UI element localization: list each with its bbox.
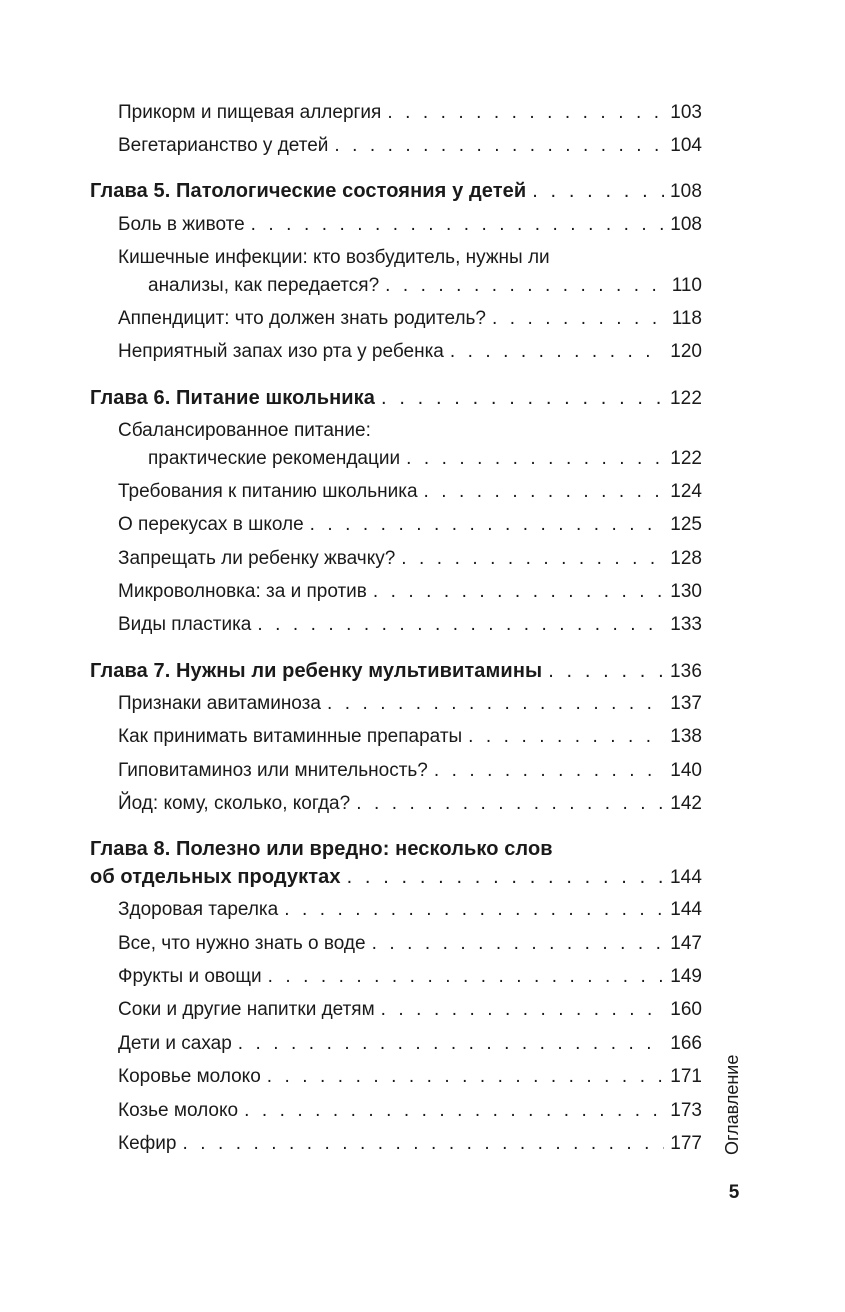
toc-chapter-title-line1: Глава 8. Полезно или вредно: несколько слов (90, 838, 553, 860)
toc-chapter-title: Глава 6. Питание школьника (90, 387, 376, 409)
toc-entry-page: 124 (670, 481, 702, 502)
toc-entry[interactable] (90, 246, 702, 306)
toc-entry[interactable] (90, 480, 702, 510)
toc-entry-title: Аппендицит: что должен знать родитель? (118, 308, 486, 329)
leader-dots (406, 447, 664, 471)
toc-entry-page: 177 (670, 1133, 702, 1154)
toc-entry-page: 120 (670, 341, 702, 362)
toc-entry-title: Вегетарианство у детей (118, 135, 329, 156)
toc-chapter-title: Глава 7. Нужны ли ребенку мультивитамины (90, 660, 543, 682)
toc-entry[interactable] (90, 1032, 702, 1062)
toc-entry-page: 173 (670, 1100, 702, 1121)
toc-entry-title: Здоровая тарелка (118, 899, 279, 920)
leader-dots (548, 659, 664, 683)
toc-entry[interactable] (90, 1065, 702, 1095)
toc-chapter[interactable] (90, 659, 702, 689)
leader-dots (334, 134, 664, 158)
leader-dots (238, 1032, 665, 1056)
toc-chapter-title-line2: об отдельных продуктах (90, 866, 341, 888)
running-header-vertical: Оглавление (722, 1054, 742, 1155)
leader-dots (385, 274, 666, 298)
toc-entry-title-line2: практические рекомендации (148, 448, 401, 469)
leader-dots (434, 759, 664, 783)
toc-entry[interactable] (90, 725, 702, 755)
leader-dots (381, 998, 665, 1022)
toc-entry[interactable] (90, 613, 702, 643)
leader-dots (387, 101, 664, 125)
toc-entry-title: Как принимать витаминные препараты (118, 726, 463, 747)
toc-entry[interactable] (90, 1132, 702, 1162)
toc-entry[interactable] (90, 513, 702, 543)
toc-entry-title: Фрукты и овощи (118, 966, 262, 987)
page-number: 5 (728, 1182, 740, 1203)
leader-dots (450, 340, 664, 364)
leader-dots (372, 932, 665, 956)
leader-dots (310, 513, 665, 537)
toc-entry-page: 122 (670, 448, 702, 469)
toc-entry[interactable] (90, 547, 702, 577)
toc-entry-title: О перекусах в школе (118, 514, 304, 535)
leader-dots (244, 1099, 664, 1123)
leader-dots (327, 692, 664, 716)
toc-entry[interactable] (90, 965, 702, 995)
toc-entry[interactable] (90, 998, 702, 1028)
toc-entry-title: Боль в животе (118, 214, 245, 235)
toc-entry-title: Коровье молоко (118, 1066, 261, 1087)
toc-chapter-page: 136 (669, 661, 702, 682)
toc-entry[interactable] (90, 213, 702, 243)
toc-entry-page: 104 (670, 135, 702, 156)
leader-dots (182, 1132, 664, 1156)
toc-entry-title: Соки и другие напитки детям (118, 999, 375, 1020)
leader-dots (424, 480, 665, 504)
toc-entry-page: 147 (670, 933, 702, 954)
toc-entry-title: Гиповитаминоз или мнительность? (118, 760, 428, 781)
toc-entry[interactable] (90, 792, 702, 822)
toc-entry-title: Прикорм и пищевая аллергия (118, 102, 382, 123)
toc-chapter[interactable] (90, 179, 702, 209)
toc-entry-page: 144 (670, 899, 702, 920)
toc-entry-page: 128 (670, 548, 702, 569)
leader-dots (347, 865, 664, 889)
leader-dots (468, 725, 664, 749)
leader-dots (401, 547, 664, 571)
toc-entry-page: 125 (670, 514, 702, 535)
toc-entry-page: 142 (670, 793, 702, 814)
toc-entry-page: 118 (671, 308, 702, 329)
toc-entry[interactable] (90, 419, 702, 479)
toc-entry-title: Признаки авитаминоза (118, 693, 321, 714)
toc-entry-title: Кефир (118, 1133, 177, 1154)
toc-entry-page: 171 (670, 1066, 702, 1087)
toc-chapter-title: Глава 5. Патологические состояния у детей (90, 180, 527, 202)
toc-entry[interactable] (90, 1099, 702, 1129)
toc-entry[interactable] (90, 101, 702, 131)
toc-entry-page: 110 (671, 275, 702, 296)
toc-chapter-page: 108 (669, 181, 702, 202)
toc-entry[interactable] (90, 134, 702, 164)
toc-chapter[interactable] (90, 837, 702, 897)
toc-entry[interactable] (90, 898, 702, 928)
toc-entry[interactable] (90, 580, 702, 610)
leader-dots (284, 898, 664, 922)
toc-entry-title-line2: анализы, как передается? (148, 275, 380, 296)
leader-dots (532, 179, 664, 203)
toc-entry-page: 133 (670, 614, 702, 635)
toc-entry-page: 103 (670, 102, 702, 123)
toc-entry-title: Требования к питанию школьника (118, 481, 418, 502)
toc-entry-page: 166 (670, 1033, 702, 1054)
leader-dots (268, 965, 665, 989)
toc-chapter[interactable] (90, 386, 702, 416)
toc-chapter-page: 144 (669, 867, 702, 888)
toc-entry[interactable] (90, 340, 702, 370)
toc-entry-page: 149 (670, 966, 702, 987)
toc-entry-page: 138 (670, 726, 702, 747)
toc-entry[interactable] (90, 692, 702, 722)
toc-entry-page: 140 (670, 760, 702, 781)
leader-dots (356, 792, 664, 816)
toc-entry[interactable] (90, 759, 702, 789)
leader-dots (267, 1065, 665, 1089)
toc-entry-page: 160 (670, 999, 702, 1020)
toc-entry-page: 130 (670, 581, 702, 602)
toc-entry-title: Микроволновка: за и против (118, 581, 367, 602)
toc-entry-title: Неприятный запах изо рта у ребенка (118, 341, 444, 362)
leader-dots (492, 307, 666, 331)
leader-dots (381, 386, 664, 410)
toc-entry-title: Дети и сахар (118, 1033, 232, 1054)
leader-dots (373, 580, 664, 604)
toc-entry-title: Йод: кому, сколько, когда? (118, 793, 351, 814)
toc-entry-title: Запрещать ли ребенку жвачку? (118, 548, 396, 569)
leader-dots (251, 213, 665, 237)
toc-entry-page: 137 (670, 693, 702, 714)
toc-chapter-page: 122 (669, 388, 702, 409)
toc-entry[interactable] (90, 932, 702, 962)
toc-entry-title-line1: Сбалансированное питание: (118, 420, 371, 441)
toc-entry-title: Все, что нужно знать о воде (118, 933, 366, 954)
toc-entry-page: 108 (670, 214, 702, 235)
toc-entry-title: Виды пластика (118, 614, 252, 635)
toc-entry[interactable] (90, 307, 702, 337)
toc-entry-title-line1: Кишечные инфекции: кто возбудитель, нужны ли (118, 247, 550, 268)
toc-entry-title: Козье молоко (118, 1100, 239, 1121)
leader-dots (257, 613, 664, 637)
